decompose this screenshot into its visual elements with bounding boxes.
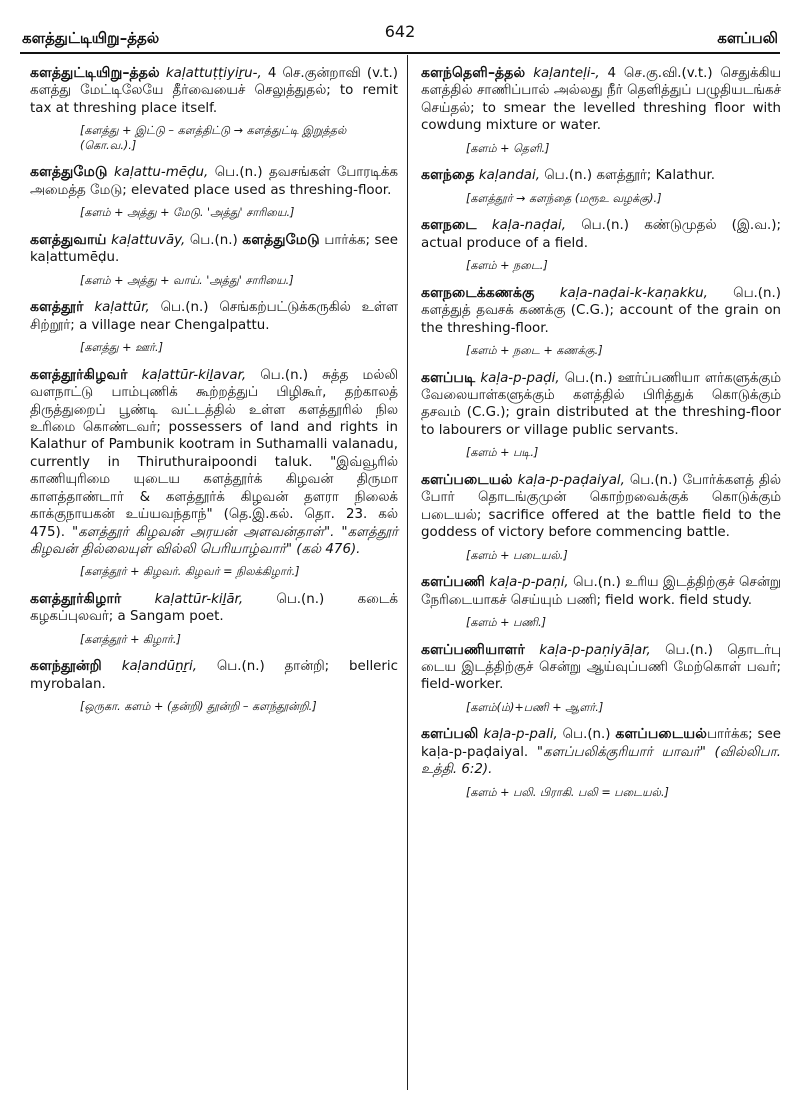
entry-definition: பார்க்க; see kaḷa-p-paḍaiyal. (421, 727, 781, 760)
dictionary-entry (421, 471, 781, 563)
right-column (421, 64, 781, 810)
entry-etymology: [களத்தூர் + கிழவர். கிழவர் = நிலக்கிழார்.] (80, 565, 300, 579)
entry-definition: பெ.(n.) தவசங்கள் போரடிக்க அமைத்த மேடு; elevated place used as threshing-floor. (30, 165, 398, 198)
entry-headword: களத்தூர் (30, 299, 84, 316)
entry-transliteration: kaḷa-p-pali, (483, 727, 558, 743)
entry-definition: பெ.(n.) உரிய இடத்திற்குச் சென்று நேரிடையாகச் செய்யும் பணி; field work. field study. (421, 575, 781, 608)
entry-cross-reference: களத்துமேடு (242, 231, 320, 248)
entry-pos: பெ.(n.) (185, 232, 243, 248)
entry-headword: களத்தூர்கிழவர் (30, 366, 128, 383)
entry-headword: களத்துமேடு (30, 164, 108, 181)
dictionary-entry (421, 725, 781, 800)
column-divider (407, 55, 408, 1090)
entry-etymology: [ஒருகா. களம் + (தன்றி) தூன்றி – களந்தூன்றி.] (80, 700, 317, 714)
entry-etymology: [களம் + நடை + கணக்கு.] (466, 344, 603, 358)
entry-text (30, 366, 398, 559)
entry-text (421, 641, 781, 694)
entry-etymology: [களத்து + ஊர்.] (80, 341, 163, 355)
entry-text (421, 166, 781, 184)
entry-headword: களப்பலி (421, 726, 479, 743)
entry-cross-reference: களப்படையல் (615, 726, 708, 743)
entry-definition: பெ.(n.) சுத்த மல்லி வளநாட்டு பாம்புணிக் கூற்றத்துப் பிழிகூர், தற்காலத் திருத்துறைப் பூண்டி வட்டத்தில் உள்ள களத்தூரில் நில உரிமை கொண்டவர்; possessers of land and rights in Kalathur of Pambunik kootram in Suthamalli valanadu, currently in Thiruthuraipoondi taluk. "இவ்வூரில் காணியுரிமை யுடைய களத்தூர்க் கிழவன் திருமா காளத்தாண்டார் & களத்தூர்க் கிழவன் தளரா நிலைக் காக்குநாயகன் உய்யவந்தாந்" (தெ.இ.கல். தொ. 23. கல் 475). (30, 367, 398, 540)
dictionary-entry (30, 231, 398, 288)
page-header (20, 22, 780, 54)
entry-etymology: [களத்து + இட்டு – களத்திட்டு → களத்துட்டி இறுத்தல் (கொ.வ.).] (80, 124, 347, 152)
entry-definition: பெ.(n.) களத்தூர்; Kalathur. (539, 168, 716, 184)
entry-transliteration: kaḷa-p-paḍaiyal, (517, 472, 625, 488)
entry-definition: பெ.(n.) தான்றி; belleric myrobalan. (30, 659, 398, 692)
entry-definition: பெ.(n.) கடைக் கழகப்புலவர்; a Sangam poet. (30, 591, 398, 625)
entry-transliteration: kaḷa-naḍai, (491, 218, 566, 234)
entry-etymology: [களம் + அத்து + வாய். 'அத்து' சாரியை.] (80, 273, 294, 287)
entry-quotation: "களத்தூர் கிழவன் அரயன் அளவன்தாள்". "களத்தூர் கிழவன் தில்லையுள் வில்லி பெரியாழ்வார்" (கல் 476). (30, 524, 398, 557)
entry-headword: களந்தூன்றி (30, 658, 102, 675)
entry-headword: களப்பணி (421, 574, 486, 591)
entry-text (421, 471, 781, 542)
header-left-guideword: களத்துட்டியிறு–த்தல் (22, 28, 160, 47)
entry-etymology: [களத்தூர் → களந்தை (மரூஉ வழக்கு).] (466, 191, 662, 205)
dictionary-entry (30, 657, 398, 714)
entry-etymology: [களம்(ம்)+பணி + ஆளர்.] (466, 700, 604, 714)
entry-definition: பெ.(n.) கண்டுமுதல் (இ.வ.); actual produce of a field. (421, 218, 781, 251)
entry-definition: 4 செ.குன்றாவி (v.t.) களத்து மேட்டிலேயே தீர்வையைச் செலுத்துதல்; to remit tax at threshing place itself. (30, 66, 398, 116)
entry-definition: பார்க்க; see kaḷattumēḍu. (30, 232, 398, 266)
entry-text (30, 163, 398, 199)
entry-definition: பெ.(n.) போர்க்களத் தில் போர் தொடங்குமுன் கொற்றவைக்குக் கொடுக்கும் படையல்; sacrifice offered at the battle field to the goddess of victory before commencing battle. (421, 472, 781, 541)
entry-headword: களத்துட்டியிறு–த்தல் (30, 65, 160, 81)
entry-transliteration: kaḷa-p-paṇi, (489, 575, 569, 591)
entry-etymology: [களம் + நடை.] (466, 259, 548, 273)
dictionary-entry (30, 298, 398, 355)
entry-text (30, 64, 398, 117)
left-column (30, 64, 398, 725)
entry-headword: களப்படி (421, 369, 476, 386)
dictionary-entry (421, 216, 781, 273)
entry-transliteration: kaḷattūr, (94, 300, 150, 316)
entry-transliteration: kaḷattuṭṭiyiṟu-, (165, 66, 262, 81)
dictionary-entry (30, 366, 398, 580)
entry-etymology: [களத்தூர் + கிழார்.] (80, 632, 181, 646)
dictionary-entry (30, 163, 398, 220)
entry-definition: 4 செ.கு.வி.(v.t.) செதுக்கிய களத்தில் சாணிப்பால் அல்லது நீர் தெளித்துப் பழுதியடங்கச் செய்தல்; to smear the levelled threshing floor with cowdung mixture or water. (421, 66, 781, 134)
entry-headword: களப்படையல் (421, 471, 513, 488)
entry-text (421, 725, 781, 778)
entry-etymology: [களம் + பலி. பிராகி. பலி = படையல்.] (466, 785, 669, 799)
entry-transliteration: kaḷandai, (478, 168, 540, 184)
entry-definition: பெ.(n.) செங்கற்பட்டுக்கருகில் உள்ள சிற்றூர்; a village near Chengalpattu. (30, 300, 398, 333)
entry-headword: களந்தெளி–த்தல் (421, 65, 526, 81)
entry-transliteration: kaḷa-p-paṇiyāḷar, (539, 642, 651, 658)
entry-text (421, 284, 781, 337)
entry-headword: களநடைக்கணக்கு (421, 284, 535, 301)
entry-transliteration: kaḷanteḷi-, (533, 66, 600, 81)
dictionary-entry (421, 573, 781, 630)
entry-text (30, 231, 398, 267)
entry-transliteration: kaḷa-p-paḍi, (480, 370, 560, 386)
entry-text (421, 573, 781, 609)
entry-etymology: [களம் + படி.] (466, 446, 539, 460)
entry-transliteration: kaḷattu-mēḍu, (114, 165, 209, 181)
entry-etymology: [களம் + படையல்.] (466, 548, 568, 562)
header-right-guideword: களப்பலி (717, 28, 778, 47)
entry-text (30, 590, 398, 626)
entry-definition: பெ.(n.) களத்துத் தவசக் கணக்கு (C.G.); account of the grain on the threshing-floor. (421, 285, 781, 336)
entry-headword: களந்தை (421, 167, 475, 184)
entry-text (421, 64, 781, 135)
entry-text (421, 369, 781, 440)
page-number: 642 (384, 22, 416, 41)
dictionary-entry (421, 284, 781, 359)
entry-definition: பெ.(n.) ஊர்ப்பணியா ளர்களுக்கும் வேலையாள்களுக்கும் களத்தில் பிரித்துக் கொடுக்கும் தசவம் (C.G.); grain distributed at the threshing-floor to labourers or village public servants. (421, 370, 781, 438)
entry-headword: களநடை (421, 217, 477, 234)
entry-text (421, 216, 781, 252)
entry-transliteration: kaḷa-naḍai-k-kaṇakku, (559, 285, 708, 301)
entry-transliteration: kaḷattuvāy, (111, 232, 186, 248)
dictionary-entry (421, 166, 781, 206)
entry-definition: பெ.(n.) தொடர்பு டைய இடத்திற்குச் சென்று ஆய்வுப்பணி மேற்கொள் பவர்; field-worker. (421, 642, 782, 693)
entry-pos: பெ.(n.) (557, 727, 616, 743)
entry-transliteration: kaḷattūr-kiḻār, (154, 591, 244, 607)
entry-quotation: "களப்பலிக்குரியார் யாவர்" (வில்லிபா. உத்தி. 6:2). (421, 744, 781, 778)
dictionary-entry (421, 369, 781, 461)
entry-headword: களத்தூர்கிழார் (30, 590, 122, 607)
dictionary-entry (30, 590, 398, 647)
entry-headword: களத்துவாய் (30, 231, 107, 248)
entry-etymology: [களம் + தெளி.] (466, 141, 550, 155)
entry-headword: களப்பணியாளர் (421, 641, 525, 658)
dictionary-entry (421, 64, 781, 156)
entry-transliteration: kaḷandūṉṟi, (121, 659, 198, 675)
dictionary-entry (30, 64, 398, 153)
entry-transliteration: kaḷattūr-kiḻavar, (141, 367, 247, 383)
entry-text (30, 298, 398, 334)
entry-text (30, 657, 398, 693)
entry-etymology: [களம் + அத்து + மேடு. 'அத்து' சாரியை.] (80, 206, 295, 220)
dictionary-entry (421, 641, 781, 716)
entry-etymology: [களம் + பணி.] (466, 616, 546, 630)
